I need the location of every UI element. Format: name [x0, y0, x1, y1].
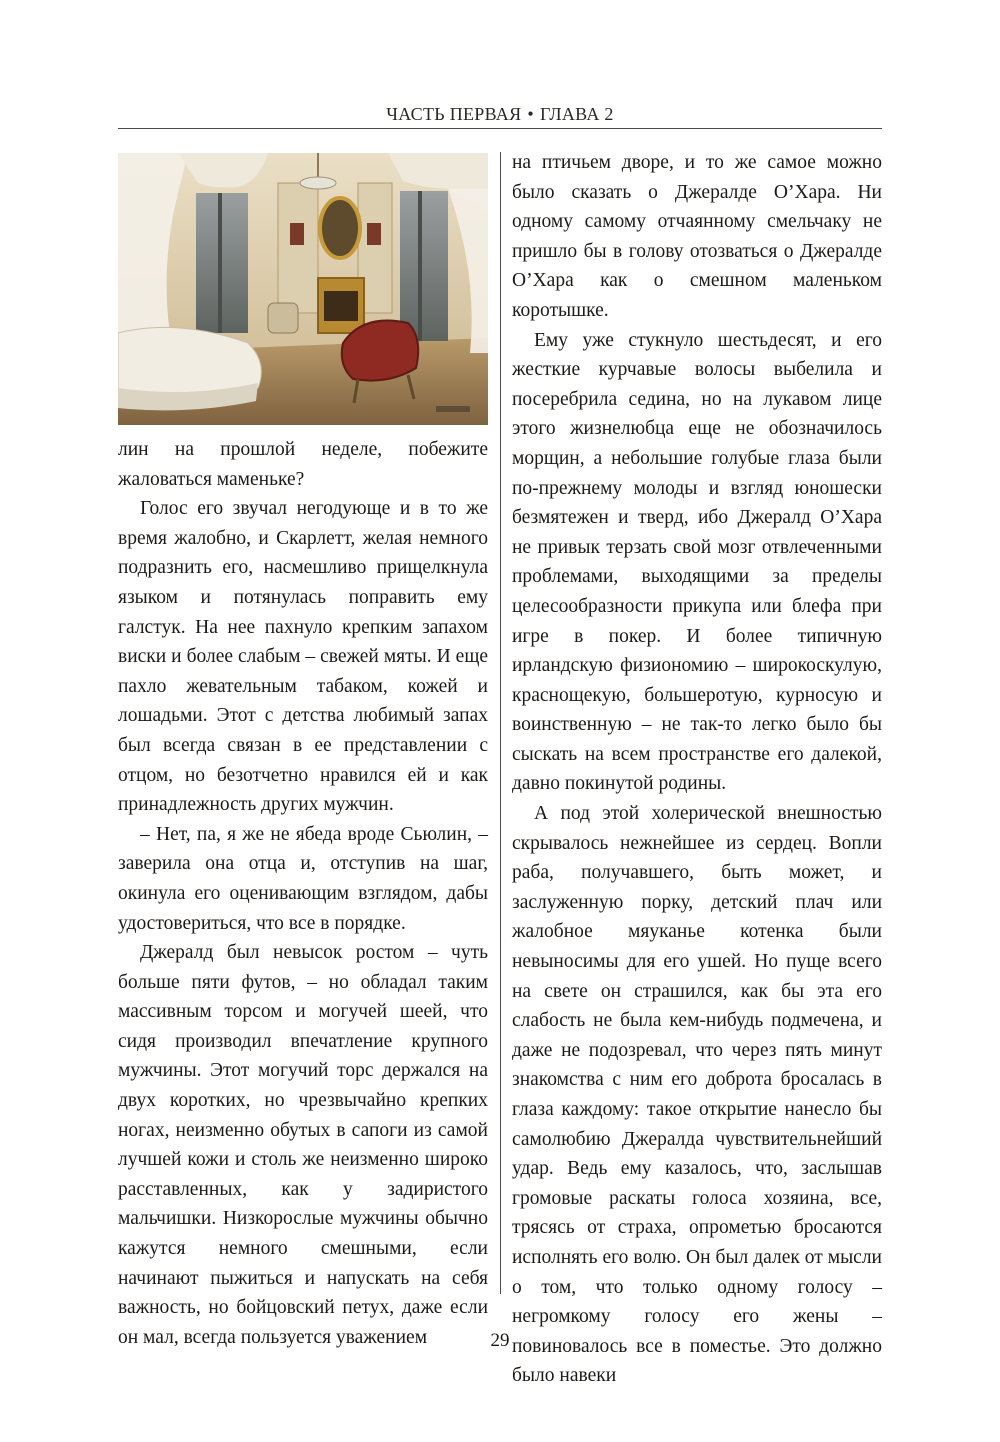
right-column-text [512, 148, 882, 1391]
paragraph: Джералд был невысок ростом – чуть больше пяти футов, – но обладал таким массивным торсом и могучей шеей, что сидя производил впечатление крупного мужчины. Этот могучий торс держался на двух коротких, но чрезвычайно крепких ногах, неизменно обутых в сапоги из самой лучшей кожи и столь же неизменно широко расставленных, как у задиристого мальчишки. Низкорослые мужчины обычно кажутся немного смешными, если начинают пыжиться и напускать на себя важность, но бойцовский петух, даже если он мал, всегда пользуется уважением [118, 942, 488, 1348]
left-column-text [118, 435, 488, 1352]
paragraph: Голос его звучал негодующе и в то же время жалобно, и Скарлетт, желая немного подразнить его, насмешливо прищелкнула языком и потянулась поправить ему галстук. На нее пахнуло крепким запахом виски и более слабым – свежей мяты. И еще пахло жевательным табаком, кожей и лошадьми. Этот с детства любимый запах был всегда связан в ее представлении с отцом, но безотчетно нравился ей и как принадлежность других мужчин. [118, 498, 488, 816]
illustration-bedroom [118, 153, 488, 425]
page-number: 29 [490, 1330, 510, 1351]
chapter-title: ГЛАВА 2 [540, 104, 614, 124]
paragraph: – Нет, па, я же не ябеда вроде Сьюлин, – заверила она отца и, отступив на шаг, окинула его оценивающим взглядом, дабы удостовериться, что все в порядке. [118, 823, 488, 934]
paragraph: лин на прошлой неделе, побежите жаловаться маменьке? [118, 439, 488, 490]
part-title: ЧАСТЬ ПЕРВАЯ [386, 104, 522, 124]
header-rule [118, 128, 882, 129]
paragraph: А под этой холерической внешностью скрывалось нежнейшее из сердец. Вопли раба, получавшего, быть может, и заслуженную порку, детский плач или жалобное мяуканье котенка были невыносимы для его ушей. Но пуще всего на свете он страшился, как бы эта его слабость не была кем-нибудь подмечена, и даже не подозревал, что через пять минут знакомства с ним его доброта бросалась в глаза каждому: такое открытие нанесло бы самолюбию Джералда чувствительнейший удар. Ведь ему казалось, что, заслышав громовые раскаты голоса хозяина, все, трясясь от страха, опрометью бросаются исполнять его волю. Он был далек от мысли о том, что только одному голосу – негромкому голосу его жены – повиновалось все в поместье. Это должно было навеки [512, 803, 882, 1387]
running-head [118, 104, 882, 125]
column-divider [500, 152, 501, 1294]
header-separator: • [527, 104, 534, 124]
paragraph: на птичьем дворе, и то же самое можно было сказать о Джералде О’Хара. Ни одному самому отчаянному смельчаку не пришло бы в голову отозваться о Джералде О’Хара как о смешном маленьком коротышке. [512, 152, 882, 321]
paragraph: Ему уже стукнуло шестьдесят, и его жесткие курчавые волосы выбелила и посеребрила седина, но на лукавом лице этого жизнелюбца еще не обозначилось морщин, а небольшие голубые глаза были по-прежнему молоды и взгляд юношески безмятежен и тверд, ибо Джералд О’Хара не привык терзать свой мозг отвлеченными проблемами, выходящими за пределы целесообразности прикупа или блефа при игре в покер. И более типичную ирландскую физиономию – широкоскулую, краснощекую, большеротую, курносую и воинственную – не так-то легко было бы сыскать на всем пространстве его далекой, давно покинутой родины. [512, 329, 882, 795]
